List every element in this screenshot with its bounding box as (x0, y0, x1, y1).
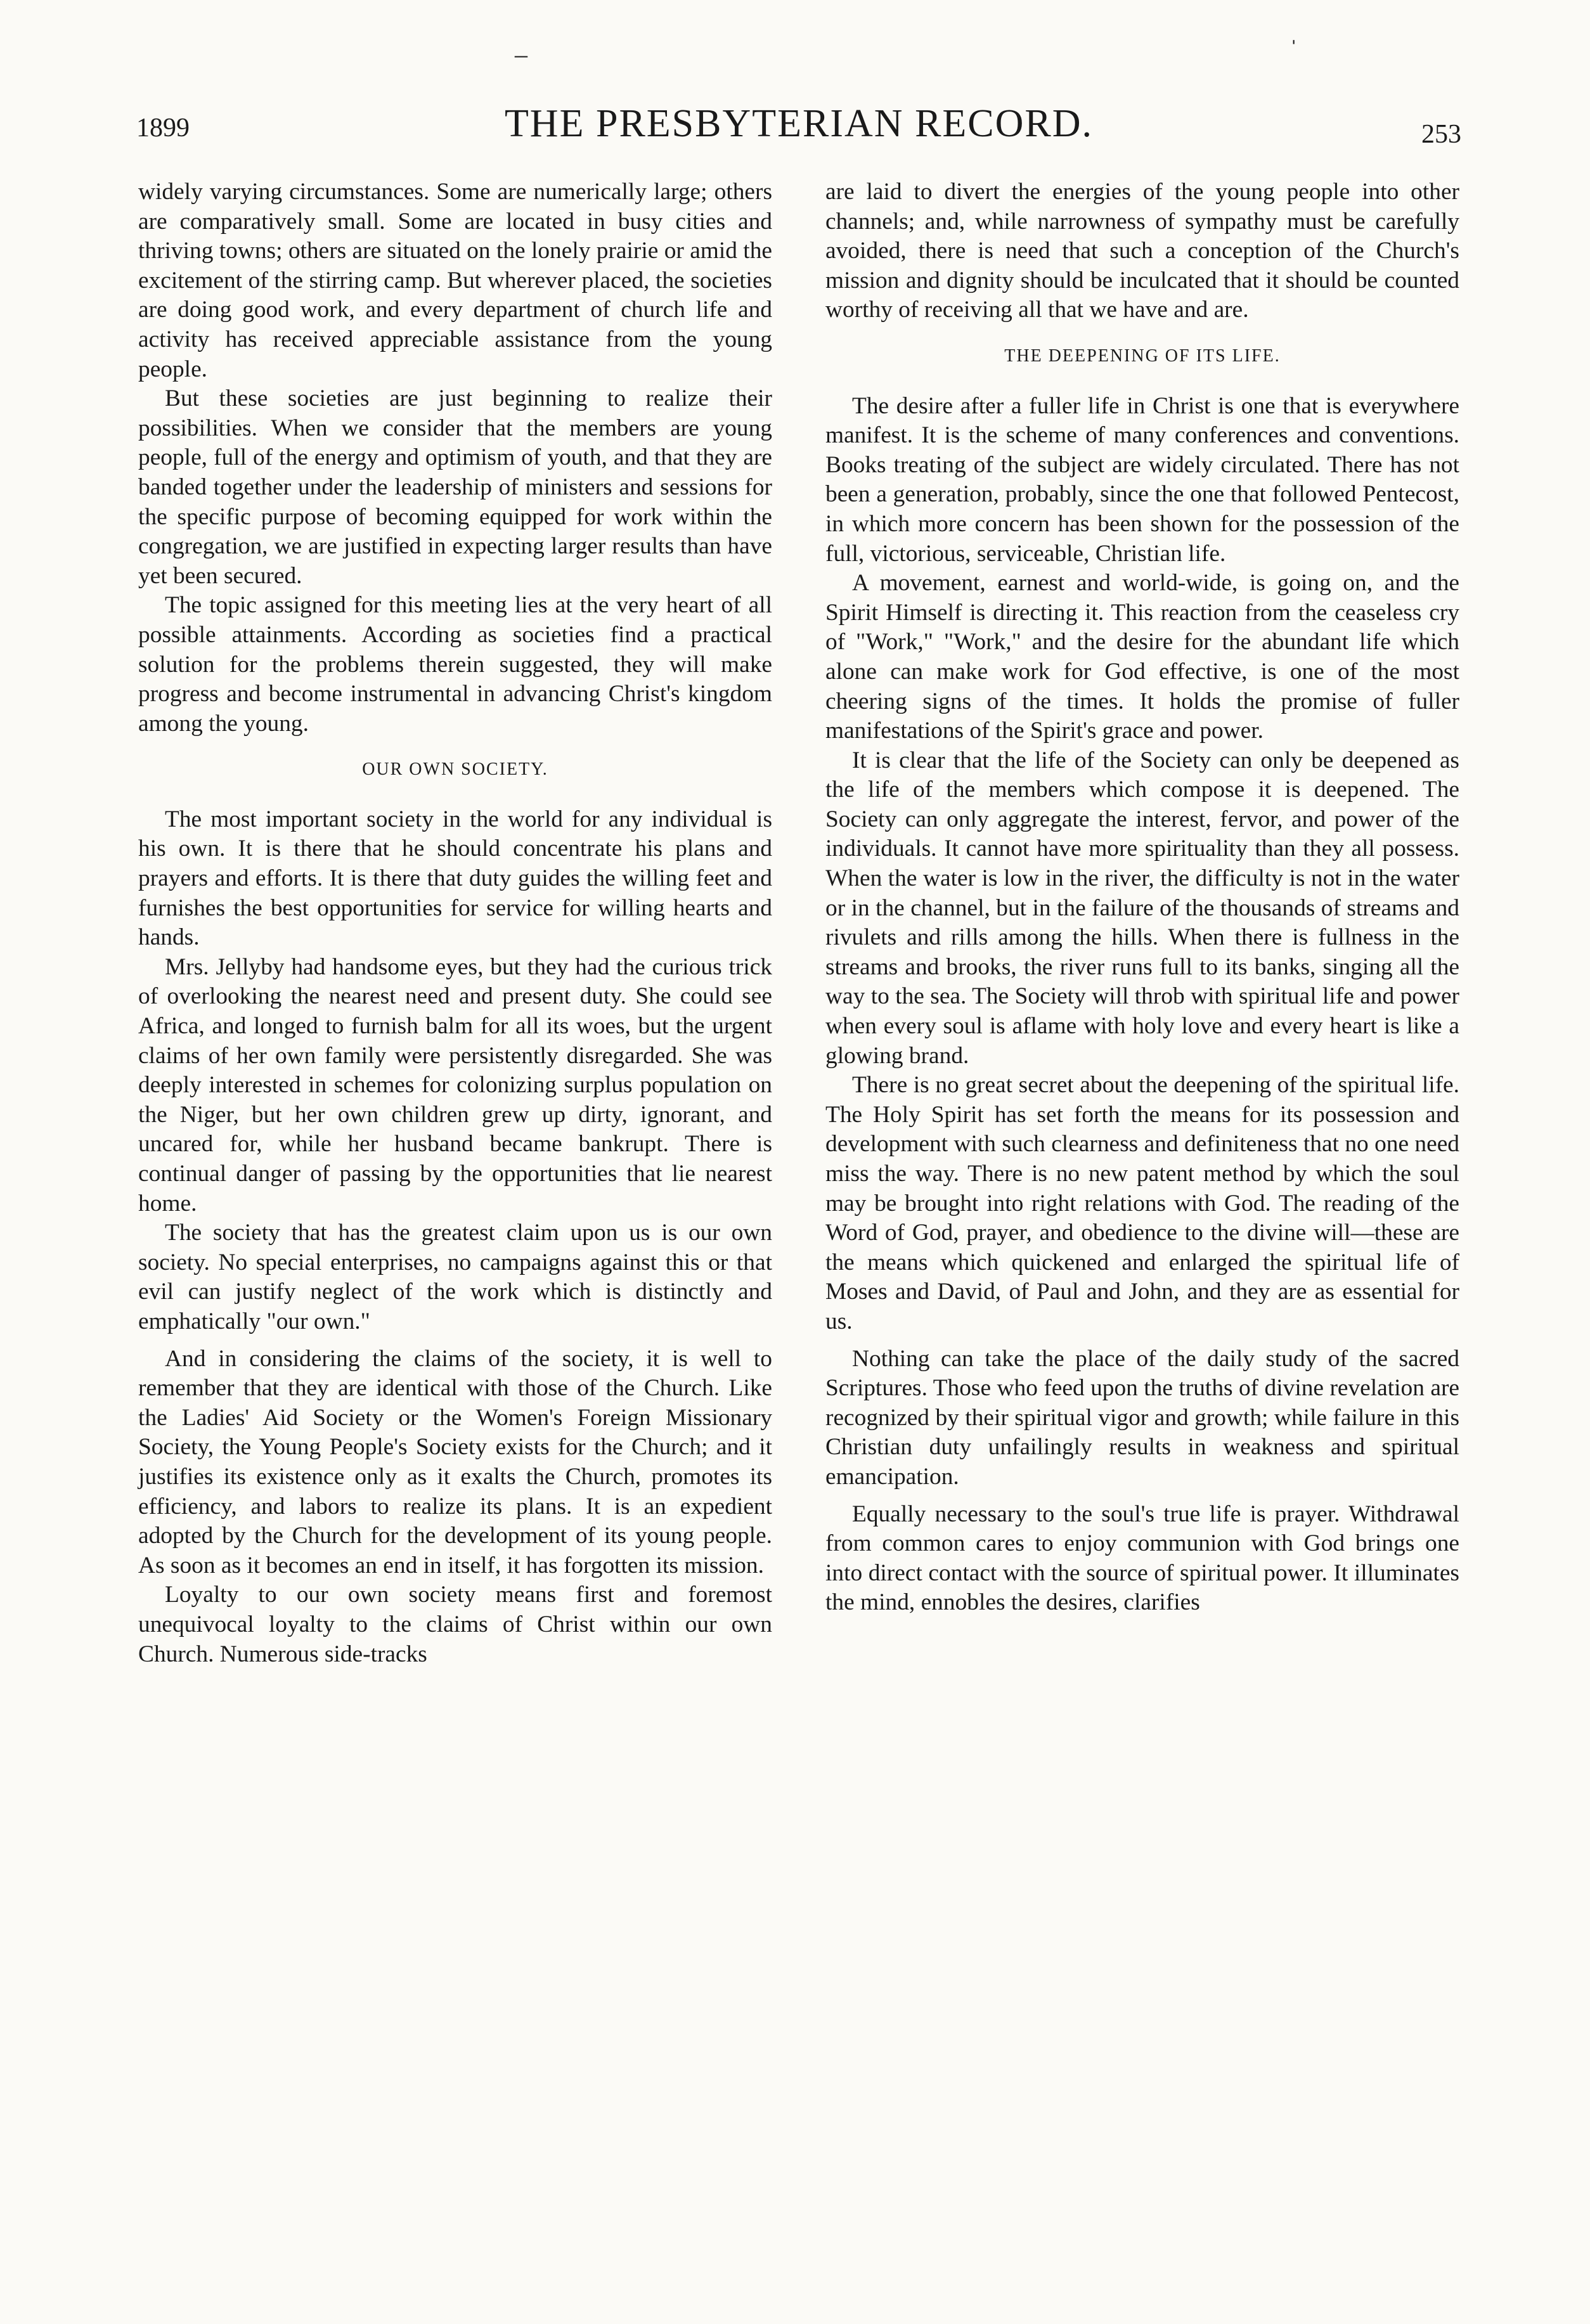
header-year: 1899 (136, 113, 190, 143)
page-number: 253 (1421, 120, 1461, 149)
paragraph: Loyalty to our own society means first and foremost unequivocal loyalty to the claims of Christ within our own Church. Numerous side-tracks (138, 1582, 772, 1667)
section-heading: THE DEEPENING OF ITS LIFE. (1004, 345, 1281, 366)
page-header (136, 95, 1461, 152)
top-tick-mark: ˌ (1289, 16, 1298, 44)
paragraph: are laid to divert the energies of the young people into other channels; and, while narrowness of sympathy must be carefully avoided, there is need that such a conception of the Church's mission and dignity should be inculcated that it should be counted worthy of receiving all that we have and are. (825, 179, 1459, 323)
header-title: THE PRESBYTERIAN RECORD. (504, 102, 1094, 145)
paragraph: Nothing can take the place of the daily study of the sacred Scriptures. Those who feed upon the truths of divine revelation are recognized by their spiritual vigor and growth; while failure in this Christian duty unfailingly results in weakness and spiritual emancipation. (825, 1345, 1459, 1490)
section-heading: OUR OWN SOCIETY. (362, 759, 548, 780)
paragraph: And in considering the claims of the society, it is well to remember that they are identical with those of the Church. Like the Ladies' Aid Society or the Women's Foreign Missionary Society, the Young People's Society exists for the Church; and it justifies its existence only as it exalts the Church, promotes its efficiency, and labors to realize its plans. It is an expedient adopted by the Church for the development of its young people. As soon as it becomes an end in itself, it has forgotten its mission. (138, 1345, 772, 1578)
paragraph: It is clear that the life of the Society can only be deepened as the life of the members which compose it is deepened. The Society can only aggregate the interest, fervor, and power of the individuals. It cannot have more spirituality than they all possess. When the water is low in the river, the difficulty is not in the water or in the channel, but in the failure of the thousands of streams and rivulets and rills among the hills. When there is fullness in the streams and brooks, the river runs full to its banks, singing all the way to the sea. The Society will throb with spiritual life and power when every soul is aflame with holy love and every heart is like a glowing brand. (825, 747, 1459, 1069)
left-column (138, 178, 772, 1669)
paragraph: Equally necessary to the soul's true life is prayer. Withdrawal from common cares to enjoy communion with God brings one into direct contact with the source of spiritual power. It illuminates the mind, ennobles the desires, clarifies (825, 1501, 1459, 1616)
top-dash-mark: – (515, 40, 527, 68)
right-column (825, 178, 1459, 1618)
paragraph: The topic assigned for this meeting lies at the very heart of all possible attainments. According as societies find a practical solution for the problems therein suggested, they will make progress and become instrumental in advancing Christ's kingdom among the young. (138, 592, 772, 737)
paragraph: Mrs. Jellyby had handsome eyes, but they had the curious trick of overlooking the nearest need and present duty. She could see Africa, and longed to furnish balm for all its woes, but the urgent claims of her own family were persistently disregarded. She was deeply interested in schemes for colonizing surplus population on the Niger, but her own children grew up dirty, ignorant, and uncared for, while her husband became bankrupt. There is continual danger of passing by the opportunities that lie nearest home. (138, 953, 772, 1217)
paragraph: The society that has the greatest claim upon us is our own society. No special enterprises, no campaigns against this or that evil can justify neglect of the work which is distinctly and emphatically "our own." (138, 1220, 772, 1334)
paragraph: The most important society in the world for any individual is his own. It is there that he should concentrate his plans and prayers and efforts. It is there that duty guides the willing feet and furnishes the best opportunities for service for willing hearts and hands. (138, 806, 772, 951)
paragraph: A movement, earnest and world-wide, is going on, and the Spirit Himself is directing it. This reaction from the ceaseless cry of "Work," "Work," and the desire for the abundant life which alone can make work for God effective, is one of the most cheering signs of the times. It holds the promise of fuller manifestations of the Spirit's grace and power. (825, 570, 1459, 744)
paragraph: widely varying circumstances. Some are numerically large; others are comparatively small. Some are located in busy cities and thriving towns; others are situated on the lonely prairie or amid the excitement of the stirring camp. But wherever placed, the societies are doing good work, and every department of church life and activity has received appreciable assistance from the young people. (138, 179, 772, 382)
paragraph: But these societies are just beginning to realize their possibilities. When we consider that the members are young people, full of the energy and optimism of youth, and that they are banded together under the leadership of ministers and sessions for the specific purpose of becoming equipped for work within the congregation, we are justified in expecting larger results than have yet been secured. (138, 385, 772, 589)
paragraph: There is no great secret about the deepening of the spiritual life. The Holy Spirit has set forth the means for its possession and development with such clearness and definiteness that no one need miss the way. There is no new patent method by which the soul may be brought into right relations with God. The reading of the Word of God, prayer, and obedience to the divine will—these are the means which quickened and enlarged the spiritual life of Moses and David, of Paul and John, and they are as essential for us. (825, 1072, 1459, 1334)
paragraph: The desire after a fuller life in Christ is one that is everywhere manifest. It is the scheme of many conferences and conventions. Books treating of the subject are widely circulated. There has not been a generation, probably, since the one that followed Pentecost, in which more concern has been shown for the possession of the full, victorious, serviceable, Christian life. (825, 392, 1459, 567)
